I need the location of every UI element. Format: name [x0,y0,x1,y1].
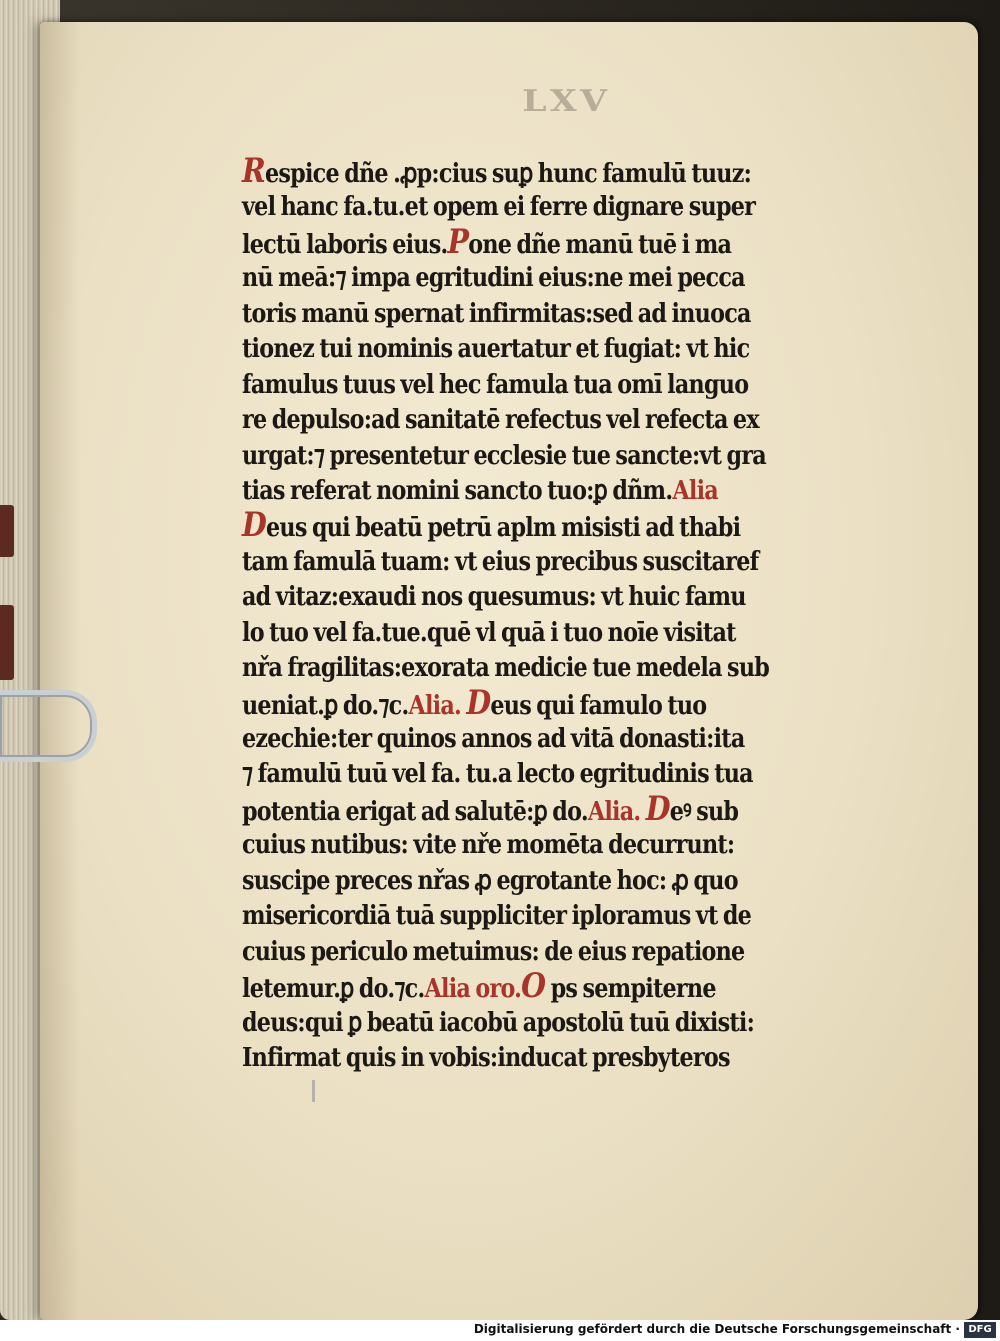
text-segment: deus:qui ꝑ beatū iacobū apostolū tuū dixisti: [242,1006,755,1038]
text-segment: ueniat.ꝑ do.⁊c. [242,689,409,721]
text-segment: urgat:⁊ presentetur ecclesie tue sancte:vt gra [242,439,766,471]
text-line [242,650,822,685]
text-segment: lectū laboris eius. [242,228,448,260]
paper-clip [0,690,97,762]
rubric-text: Alia. [408,689,462,721]
text-line [242,615,822,650]
text-segment: ps sempiterne [545,973,716,1005]
initial-letter: D [242,505,267,546]
text-segment: cuius nutibus: vite nře momēta decurrunt: [242,829,735,861]
text-segment: ⁊ famulū tuū vel fa. tu.a lecto egritudinis tua [242,758,753,790]
text-segment: ezechie:ter quinos annos ad vitā donasti:ita [242,723,745,754]
text-segment: nřa fragilitas:exorata medicie tue medela sub [242,652,770,684]
text-line [242,402,822,437]
text-line [242,934,822,969]
text-line [242,331,822,366]
initial-letter: P [447,221,469,262]
text-line [242,1005,822,1040]
text-line [242,544,822,579]
rubric-text: Alia. [587,795,641,827]
text-segment: famulus tuus vel hec famula tua omī languo [242,368,749,400]
text-segment: nū meā:⁊ impa egritudini eius:ne mei pecca [242,262,745,294]
text-line [242,151,822,191]
rubric-text: Alia oro. [424,973,522,1005]
text-segment: eꝰ sub [669,795,739,827]
initial-letter: R [242,151,265,191]
text-segment: lo tuo vel fa.tue.quē vl quā i tuo noīe visitat [242,616,736,648]
text-line [242,863,822,898]
folio-number: LXV [522,84,611,119]
text-segment: potentia erigat ad salutē:ꝑ do. [242,795,588,827]
text-segment: eus qui famulo tuo [490,689,707,721]
text-line [242,682,822,723]
text-line [242,788,822,829]
text-segment: misericordiā tuā suppliciter iploramus vt de [242,900,752,932]
rubric-text: Alia [672,474,718,506]
text-segment: espice dñe .ꝓp:cius suꝑ hunc famulū tuuz: [264,158,752,189]
leather-tab [0,505,14,557]
text-line [242,898,822,933]
margin-mark [312,1080,315,1102]
text-segment: tionez tui nominis auertatur et fugiat: vt hic [242,333,750,365]
text-segment: tias referat nomini sancto tuo:ꝑ dñm. [242,474,673,506]
text-line [242,260,822,295]
text-line [242,1040,822,1075]
text-line [242,367,822,402]
text-block [242,151,932,1075]
text-segment: suscipe preces nřas ꝓ egrotante hoc: ꝓ quo [242,864,738,896]
text-line [242,756,822,791]
text-line [242,438,822,473]
text-line [242,579,822,614]
text-line [242,189,822,224]
text-line [242,473,822,508]
text-segment: ad vitaz:exaudi nos quesumus: vt huic famu [242,581,746,613]
manuscript-leaf [40,22,978,1320]
text-segment: Infirmat quis in vobis:inducat presbyteros [242,1041,730,1073]
text-line [242,296,822,331]
text-segment: one dñe manū tuē i ma [468,228,732,260]
leather-tab [0,605,14,680]
initial-letter: O [521,966,546,1007]
dfg-logo: DFG [964,1322,996,1338]
text-segment: cuius periculo metuimus: de eius repatione [242,935,745,967]
initial-letter: D [466,682,491,723]
text-segment: re depulso:ad sanitatē refectus vel refecta ex [242,404,759,436]
footer-bar [0,1320,1000,1341]
text-segment: eus qui beatū petrū aplm misisti ad thabi [266,512,741,544]
text-segment: vel hanc fa.tu.et opem ei ferre dignare super [242,191,756,223]
text-segment: toris manū spernat infirmitas:sed ad inuoca [242,297,751,329]
text-segment: letemur.ꝑ do.⁊c. [242,973,425,1005]
text-line [242,221,822,262]
text-line [242,827,822,862]
initial-letter: D [645,788,670,829]
text-line [242,505,822,546]
text-segment: tam famulā tuam: vt eius precibus suscitaref [242,545,759,577]
funding-credit: Digitalisierung gefördert durch die Deutsche Forschungsgemeinschaft · [473,1322,960,1336]
text-line [242,966,822,1007]
text-line [242,721,822,756]
